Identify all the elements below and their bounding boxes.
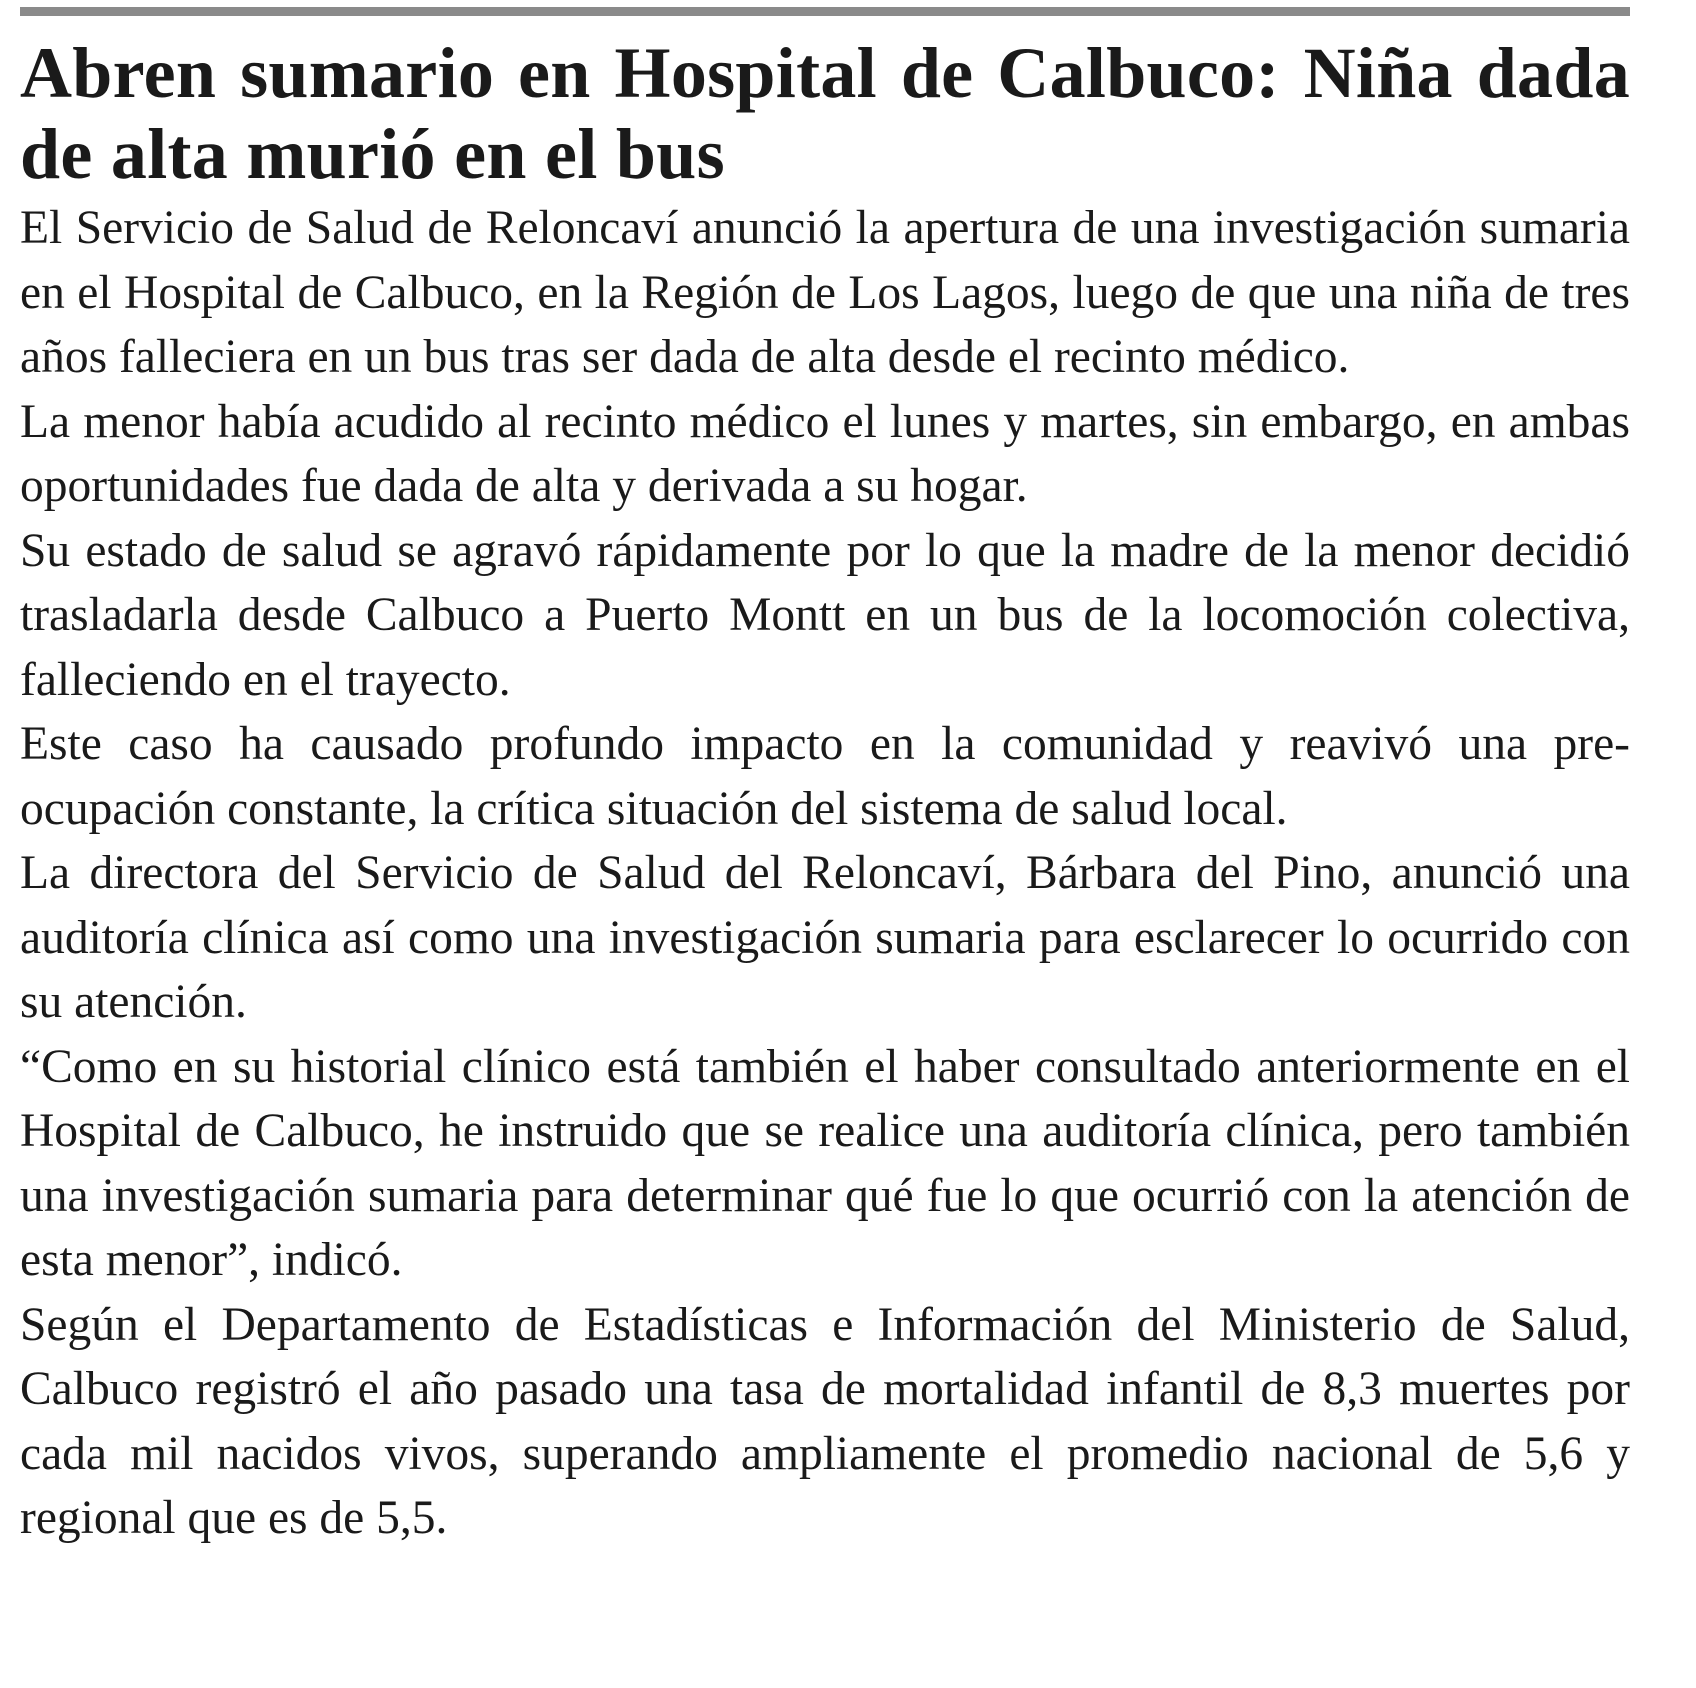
top-rule-divider [20,7,1630,16]
article-paragraph: La menor había acudido al recinto médico el lunes y martes, sin embargo, en ambas oportunidades fue dada de alta y derivada a su hogar. [20,395,1630,512]
article-paragraph: La directora del Servicio de Salud del Reloncaví, Bárbara del Pino, anunció una auditoría clínica así como una investigación sumaria para esclarecer lo ocurrido con su atención. [20,847,1630,1028]
news-article [20,0,1630,1551]
article-paragraph: El Servicio de Salud de Reloncaví anunció la apertura de una investigación sumaria en el Hospital de Calbuco, en la Región de Los Lagos, luego de que una niña de tres años falleciera en un bus tras ser dada de alta desde el recinto médico. [20,202,1630,383]
article-headline: Abren sumario en Hospital de Calbuco: Niña dada de alta murió en el bus [20,33,1630,194]
article-paragraph: Su estado de salud se agravó rápidamente por lo que la madre de la menor decidió trasladarla desde Calbuco a Puerto Montt en un bus de la locomoción colectiva, falleciendo en el trayecto. [20,524,1630,706]
article-paragraph: “Como en su historial clínico está también el haber consultado anteriormente en el Hospital de Calbuco, he instruido que se realice una auditoría clínica, pero también una investigación sumaria para determinar qué fue lo que ocurrió con la atención de esta menor”, indicó. [20,1040,1630,1286]
article-paragraph: Este caso ha causado profundo impacto en la comunidad y reavivó una preocupación constante, la crítica situación del sistema de salud local. [20,718,1630,835]
article-body [20,196,1630,1551]
article-paragraph: Según el Departamento de Estadísticas e Información del Ministerio de Salud, Calbuco registró el año pasado una tasa de mortalidad infantil de 8,3 muertes por cada mil nacidos vivos, superando ampliamente el promedio nacional de 5,6 y regional que es de 5,5. [20,1298,1630,1544]
